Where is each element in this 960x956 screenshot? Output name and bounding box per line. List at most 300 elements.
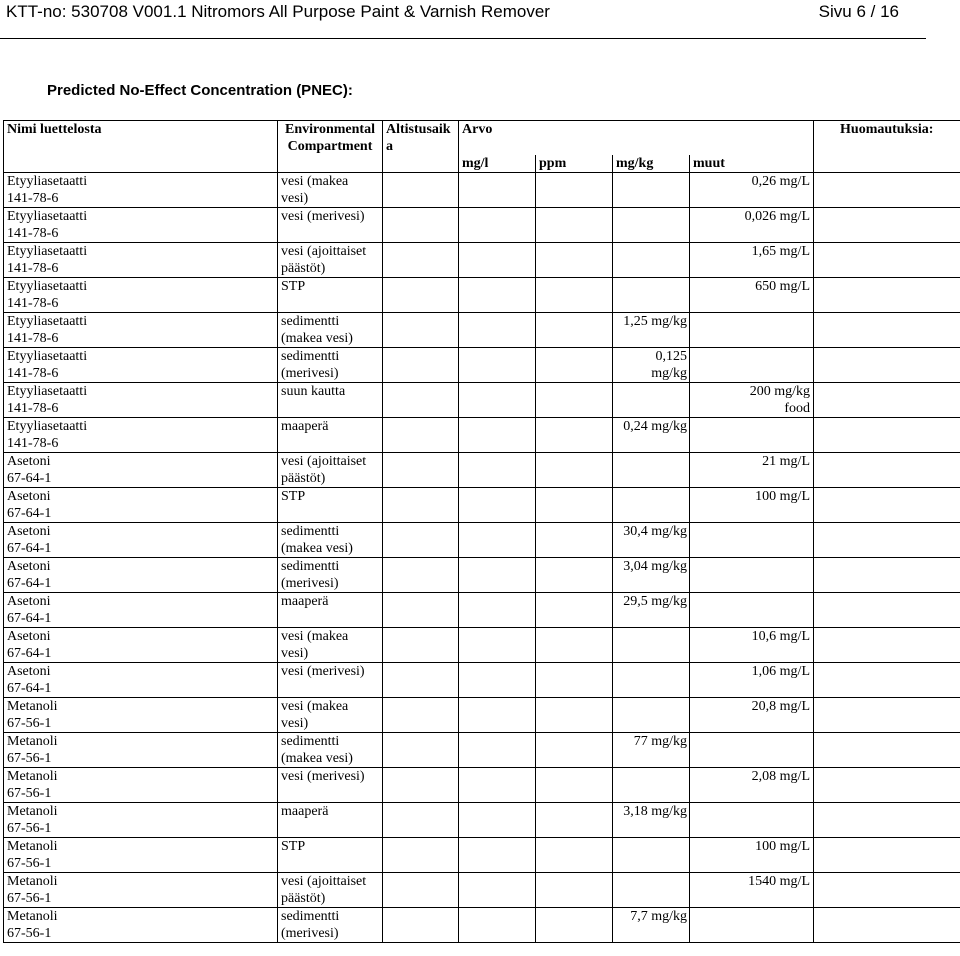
cell-substance-text: Asetoni: [7, 594, 51, 609]
cell-environmental-compartment: [278, 628, 383, 663]
cell-mgkg: [613, 593, 690, 628]
cell-substance-text: 141-78-6: [7, 401, 59, 416]
cell-substance-text: 67-64-1: [7, 506, 52, 521]
cell-other-text: 200 mg/kg: [749, 384, 811, 399]
cell-mgkg-text: 77 mg/kg: [633, 734, 687, 749]
cell-remarks: [814, 558, 960, 593]
cell-mgl: [459, 558, 536, 593]
cell-environmental-compartment-text: sedimentti: [281, 349, 340, 364]
cell-exposure-time: [383, 243, 459, 278]
cell-substance-text: 67-64-1: [7, 611, 52, 626]
cell-exposure-time: [383, 348, 459, 383]
cell-substance: [4, 663, 278, 698]
cell-mgl: [459, 628, 536, 663]
document-header-title: KTT-no: 530708 V001.1 Nitromors All Purpose Paint & Varnish Remover: [6, 2, 550, 21]
cell-remarks: [814, 593, 960, 628]
cell-mgkg: [613, 173, 690, 208]
cell-substance-text: Asetoni: [7, 489, 51, 504]
cell-mgkg-text: 29,5 mg/kg: [623, 594, 687, 609]
cell-other-text: 100 mg/L: [755, 839, 811, 854]
cell-exposure-time: [383, 698, 459, 733]
cell-mgkg-text: 3,04 mg/kg: [623, 559, 687, 574]
table-row: [4, 383, 960, 418]
cell-environmental-compartment: [278, 313, 383, 348]
cell-environmental-compartment-text: vesi (merivesi): [281, 209, 365, 224]
cell-ppm: [536, 488, 613, 523]
cell-ppm: [536, 348, 613, 383]
cell-mgkg: [613, 628, 690, 663]
cell-remarks: [814, 908, 960, 943]
cell-substance: [4, 208, 278, 243]
table-row: [4, 243, 960, 278]
header-divider: [0, 38, 926, 39]
cell-other-text: 2,08 mg/L: [751, 769, 811, 784]
cell-mgkg: [613, 733, 690, 768]
cell-substance: [4, 278, 278, 313]
cell-mgkg: [613, 523, 690, 558]
cell-environmental-compartment-text: (makea vesi): [281, 541, 353, 556]
cell-other: [690, 663, 814, 698]
cell-substance-text: Etyyliasetaatti: [7, 349, 88, 364]
cell-remarks: [814, 663, 960, 698]
cell-environmental-compartment-text: (merivesi): [281, 366, 339, 381]
cell-other: [690, 488, 814, 523]
cell-substance: [4, 348, 278, 383]
header-other: muut: [690, 155, 814, 173]
cell-ppm: [536, 628, 613, 663]
cell-remarks: [814, 313, 960, 348]
cell-other: [690, 908, 814, 943]
cell-ppm: [536, 873, 613, 908]
cell-substance-text: 67-56-1: [7, 856, 52, 871]
cell-substance-text: Metanoli: [7, 839, 58, 854]
cell-substance: [4, 873, 278, 908]
table-row: [4, 593, 960, 628]
cell-remarks: [814, 243, 960, 278]
cell-substance-text: Metanoli: [7, 769, 58, 784]
table-row: [4, 453, 960, 488]
cell-ppm: [536, 803, 613, 838]
cell-mgl: [459, 803, 536, 838]
cell-exposure-time: [383, 208, 459, 243]
cell-exposure-time: [383, 733, 459, 768]
cell-substance-text: Etyyliasetaatti: [7, 384, 88, 399]
cell-ppm: [536, 418, 613, 453]
cell-substance-text: 141-78-6: [7, 296, 59, 311]
cell-mgkg: [613, 558, 690, 593]
cell-mgkg: [613, 803, 690, 838]
cell-other: [690, 698, 814, 733]
table-row: [4, 313, 960, 348]
cell-mgl: [459, 768, 536, 803]
table-row: [4, 908, 960, 943]
cell-environmental-compartment-text: vesi): [281, 191, 309, 206]
table-row: [4, 173, 960, 208]
cell-environmental-compartment-text: maaperä: [281, 419, 329, 434]
cell-ppm: [536, 383, 613, 418]
cell-remarks: [814, 453, 960, 488]
cell-environmental-compartment-text: vesi (ajoittaiset: [281, 244, 367, 259]
cell-environmental-compartment: [278, 593, 383, 628]
cell-remarks: [814, 488, 960, 523]
table-row: [4, 278, 960, 313]
cell-remarks: [814, 873, 960, 908]
cell-ppm: [536, 733, 613, 768]
cell-mgkg: [613, 278, 690, 313]
table-row: [4, 208, 960, 243]
cell-ppm: [536, 278, 613, 313]
cell-substance-text: 67-56-1: [7, 716, 52, 731]
cell-ppm: [536, 453, 613, 488]
cell-substance-text: 67-56-1: [7, 821, 52, 836]
cell-exposure-time: [383, 418, 459, 453]
cell-substance: [4, 838, 278, 873]
cell-environmental-compartment-text: sedimentti: [281, 314, 340, 329]
cell-substance-text: 141-78-6: [7, 366, 59, 381]
cell-exposure-time: [383, 383, 459, 418]
cell-environmental-compartment: [278, 383, 383, 418]
cell-exposure-time: [383, 523, 459, 558]
cell-substance: [4, 173, 278, 208]
cell-other-text: 1540 mg/L: [748, 874, 811, 889]
cell-other: [690, 558, 814, 593]
cell-other-text: 100 mg/L: [755, 489, 811, 504]
cell-environmental-compartment: [278, 243, 383, 278]
cell-exposure-time: [383, 663, 459, 698]
cell-ppm: [536, 663, 613, 698]
cell-substance: [4, 733, 278, 768]
cell-environmental-compartment-text: päästöt): [281, 891, 326, 906]
cell-exposure-time: [383, 628, 459, 663]
cell-environmental-compartment-text: päästöt): [281, 471, 326, 486]
table-row: [4, 768, 960, 803]
cell-environmental-compartment-text: vesi): [281, 716, 309, 731]
cell-environmental-compartment-text: vesi (ajoittaiset: [281, 874, 367, 889]
cell-mgkg-text: 0,24 mg/kg: [623, 419, 687, 434]
cell-other: [690, 628, 814, 663]
cell-ppm: [536, 908, 613, 943]
cell-mgl: [459, 243, 536, 278]
cell-substance-text: Metanoli: [7, 804, 58, 819]
cell-mgl: [459, 873, 536, 908]
cell-other: [690, 873, 814, 908]
cell-other-text: 1,06 mg/L: [751, 664, 811, 679]
cell-environmental-compartment: [278, 768, 383, 803]
page-number: Sivu 6 / 16: [818, 2, 899, 21]
cell-other: [690, 208, 814, 243]
cell-other: [690, 523, 814, 558]
cell-mgl: [459, 208, 536, 243]
cell-substance-text: 67-64-1: [7, 471, 52, 486]
cell-environmental-compartment-text: vesi (makea: [281, 699, 349, 714]
cell-mgkg-text: 7,7 mg/kg: [630, 909, 687, 924]
cell-mgl: [459, 418, 536, 453]
table-row: [4, 663, 960, 698]
cell-remarks: [814, 208, 960, 243]
cell-mgl: [459, 593, 536, 628]
cell-remarks: [814, 173, 960, 208]
cell-substance-text: Metanoli: [7, 909, 58, 924]
cell-mgkg-text: 0,125: [655, 349, 687, 364]
cell-environmental-compartment-text: vesi (merivesi): [281, 664, 365, 679]
cell-exposure-time: [383, 803, 459, 838]
section-title: Predicted No-Effect Concentration (PNEC):: [47, 82, 353, 99]
cell-mgl: [459, 523, 536, 558]
cell-mgl: [459, 278, 536, 313]
cell-substance-text: Asetoni: [7, 559, 51, 574]
cell-substance: [4, 908, 278, 943]
cell-exposure-time: [383, 908, 459, 943]
cell-mgl: [459, 383, 536, 418]
cell-substance-text: Etyyliasetaatti: [7, 314, 88, 329]
cell-exposure-time: [383, 838, 459, 873]
cell-remarks: [814, 278, 960, 313]
cell-environmental-compartment-text: vesi (makea: [281, 174, 349, 189]
cell-remarks: [814, 628, 960, 663]
cell-substance-text: Asetoni: [7, 629, 51, 644]
cell-exposure-time: [383, 173, 459, 208]
cell-environmental-compartment-text: maaperä: [281, 594, 329, 609]
cell-mgkg-text: 3,18 mg/kg: [623, 804, 687, 819]
cell-environmental-compartment: [278, 208, 383, 243]
cell-other-text: 1,65 mg/L: [751, 244, 811, 259]
cell-ppm: [536, 768, 613, 803]
cell-mgl: [459, 453, 536, 488]
cell-environmental-compartment-text: vesi (merivesi): [281, 769, 365, 784]
cell-other: [690, 838, 814, 873]
cell-substance-text: Asetoni: [7, 524, 51, 539]
cell-substance: [4, 698, 278, 733]
cell-mgkg: [613, 698, 690, 733]
cell-environmental-compartment: [278, 698, 383, 733]
cell-environmental-compartment-text: sedimentti: [281, 909, 340, 924]
cell-mgl: [459, 663, 536, 698]
cell-other: [690, 383, 814, 418]
header-exposure-time: Altistusaik a: [383, 121, 459, 173]
cell-other: [690, 803, 814, 838]
cell-remarks: [814, 418, 960, 453]
cell-ppm: [536, 838, 613, 873]
cell-ppm: [536, 558, 613, 593]
cell-substance-text: Etyyliasetaatti: [7, 174, 88, 189]
header-ppm: ppm: [536, 155, 613, 173]
cell-mgkg: [613, 243, 690, 278]
cell-environmental-compartment-text: (merivesi): [281, 926, 339, 941]
cell-exposure-time: [383, 488, 459, 523]
cell-substance-text: Etyyliasetaatti: [7, 419, 88, 434]
cell-mgkg: [613, 838, 690, 873]
cell-exposure-time: [383, 593, 459, 628]
cell-mgl: [459, 733, 536, 768]
cell-ppm: [536, 593, 613, 628]
cell-ppm: [536, 523, 613, 558]
cell-ppm: [536, 243, 613, 278]
cell-mgl: [459, 908, 536, 943]
cell-mgkg-text: 30,4 mg/kg: [623, 524, 687, 539]
header-value: Arvo: [459, 121, 814, 156]
cell-other: [690, 243, 814, 278]
cell-environmental-compartment-text: maaperä: [281, 804, 329, 819]
cell-mgkg: [613, 663, 690, 698]
cell-mgkg-text: 1,25 mg/kg: [623, 314, 687, 329]
cell-remarks: [814, 383, 960, 418]
header-mgkg: mg/kg: [613, 155, 690, 173]
cell-exposure-time: [383, 313, 459, 348]
table-row: [4, 523, 960, 558]
cell-environmental-compartment-text: vesi (ajoittaiset: [281, 454, 367, 469]
cell-other-text: 21 mg/L: [762, 454, 811, 469]
cell-environmental-compartment-text: sedimentti: [281, 559, 340, 574]
cell-exposure-time: [383, 453, 459, 488]
cell-other: [690, 768, 814, 803]
cell-ppm: [536, 698, 613, 733]
cell-environmental-compartment-text: STP: [281, 279, 306, 294]
cell-environmental-compartment: [278, 173, 383, 208]
cell-substance: [4, 593, 278, 628]
cell-environmental-compartment: [278, 348, 383, 383]
cell-substance-text: Asetoni: [7, 664, 51, 679]
cell-substance: [4, 418, 278, 453]
cell-exposure-time: [383, 278, 459, 313]
cell-mgkg: [613, 453, 690, 488]
cell-other: [690, 418, 814, 453]
cell-remarks: [814, 768, 960, 803]
cell-environmental-compartment: [278, 838, 383, 873]
cell-environmental-compartment-text: suun kautta: [281, 384, 346, 399]
cell-ppm: [536, 313, 613, 348]
cell-substance-text: 141-78-6: [7, 436, 59, 451]
cell-mgkg: [613, 383, 690, 418]
cell-substance-text: Metanoli: [7, 734, 58, 749]
header-name: Nimi luettelosta: [4, 121, 278, 173]
cell-other-text: 20,8 mg/L: [751, 699, 811, 714]
cell-environmental-compartment-text: sedimentti: [281, 734, 340, 749]
cell-mgkg: [613, 768, 690, 803]
cell-substance-text: Etyyliasetaatti: [7, 279, 88, 294]
cell-remarks: [814, 698, 960, 733]
cell-mgkg-text: mg/kg: [651, 366, 687, 381]
cell-mgl: [459, 838, 536, 873]
cell-exposure-time: [383, 873, 459, 908]
cell-environmental-compartment-text: STP: [281, 489, 306, 504]
cell-environmental-compartment: [278, 803, 383, 838]
cell-mgkg: [613, 348, 690, 383]
cell-substance: [4, 243, 278, 278]
cell-environmental-compartment: [278, 873, 383, 908]
cell-substance: [4, 628, 278, 663]
pnec-table: [3, 120, 960, 943]
cell-environmental-compartment: [278, 488, 383, 523]
cell-substance-text: Etyyliasetaatti: [7, 244, 88, 259]
cell-mgl: [459, 173, 536, 208]
cell-environmental-compartment: [278, 663, 383, 698]
cell-environmental-compartment: [278, 418, 383, 453]
cell-environmental-compartment-text: sedimentti: [281, 524, 340, 539]
cell-substance-text: 141-78-6: [7, 191, 59, 206]
table-row: [4, 803, 960, 838]
cell-substance: [4, 383, 278, 418]
cell-environmental-compartment-text: päästöt): [281, 261, 326, 276]
cell-mgkg: [613, 313, 690, 348]
table-row: [4, 558, 960, 593]
cell-mgkg: [613, 488, 690, 523]
cell-substance-text: 67-56-1: [7, 891, 52, 906]
cell-other-text: food: [784, 401, 811, 416]
cell-substance-text: Etyyliasetaatti: [7, 209, 88, 224]
cell-environmental-compartment: [278, 278, 383, 313]
cell-substance: [4, 803, 278, 838]
cell-environmental-compartment: [278, 558, 383, 593]
table-row: [4, 838, 960, 873]
cell-substance: [4, 768, 278, 803]
cell-other-text: 10,6 mg/L: [751, 629, 811, 644]
cell-environmental-compartment: [278, 523, 383, 558]
cell-exposure-time: [383, 768, 459, 803]
cell-substance: [4, 488, 278, 523]
cell-remarks: [814, 348, 960, 383]
table-row: [4, 873, 960, 908]
header-environmental-compartment: Environmental Compartment: [278, 121, 383, 173]
cell-substance: [4, 523, 278, 558]
cell-other-text: 650 mg/L: [755, 279, 811, 294]
pnec-table-body: [4, 173, 960, 943]
table-row: [4, 488, 960, 523]
cell-remarks: [814, 803, 960, 838]
cell-substance-text: 67-56-1: [7, 751, 52, 766]
cell-environmental-compartment-text: STP: [281, 839, 306, 854]
cell-substance: [4, 453, 278, 488]
cell-other: [690, 173, 814, 208]
cell-mgl: [459, 348, 536, 383]
table-row: [4, 698, 960, 733]
cell-remarks: [814, 733, 960, 768]
cell-environmental-compartment-text: vesi (makea: [281, 629, 349, 644]
cell-other: [690, 278, 814, 313]
cell-substance-text: 141-78-6: [7, 226, 59, 241]
cell-environmental-compartment-text: (merivesi): [281, 576, 339, 591]
cell-environmental-compartment: [278, 733, 383, 768]
cell-substance: [4, 313, 278, 348]
cell-substance-text: 67-64-1: [7, 681, 52, 696]
cell-environmental-compartment: [278, 908, 383, 943]
cell-ppm: [536, 208, 613, 243]
cell-remarks: [814, 838, 960, 873]
cell-substance-text: Metanoli: [7, 874, 58, 889]
table-row: [4, 628, 960, 663]
cell-environmental-compartment: [278, 453, 383, 488]
cell-substance-text: 67-56-1: [7, 926, 52, 941]
cell-substance-text: Metanoli: [7, 699, 58, 714]
cell-exposure-time: [383, 558, 459, 593]
header-mgl: mg/l: [459, 155, 536, 173]
cell-remarks: [814, 523, 960, 558]
cell-environmental-compartment-text: (makea vesi): [281, 751, 353, 766]
cell-substance-text: 67-56-1: [7, 786, 52, 801]
cell-mgkg: [613, 418, 690, 453]
cell-substance-text: Asetoni: [7, 454, 51, 469]
cell-mgl: [459, 488, 536, 523]
cell-mgl: [459, 313, 536, 348]
table-row: [4, 348, 960, 383]
cell-substance: [4, 558, 278, 593]
cell-mgkg: [613, 908, 690, 943]
cell-substance-text: 141-78-6: [7, 331, 59, 346]
cell-ppm: [536, 173, 613, 208]
cell-substance-text: 67-64-1: [7, 576, 52, 591]
header-remarks: Huomautuksia:: [814, 121, 960, 173]
cell-other: [690, 593, 814, 628]
cell-other-text: 0,026 mg/L: [744, 209, 811, 224]
